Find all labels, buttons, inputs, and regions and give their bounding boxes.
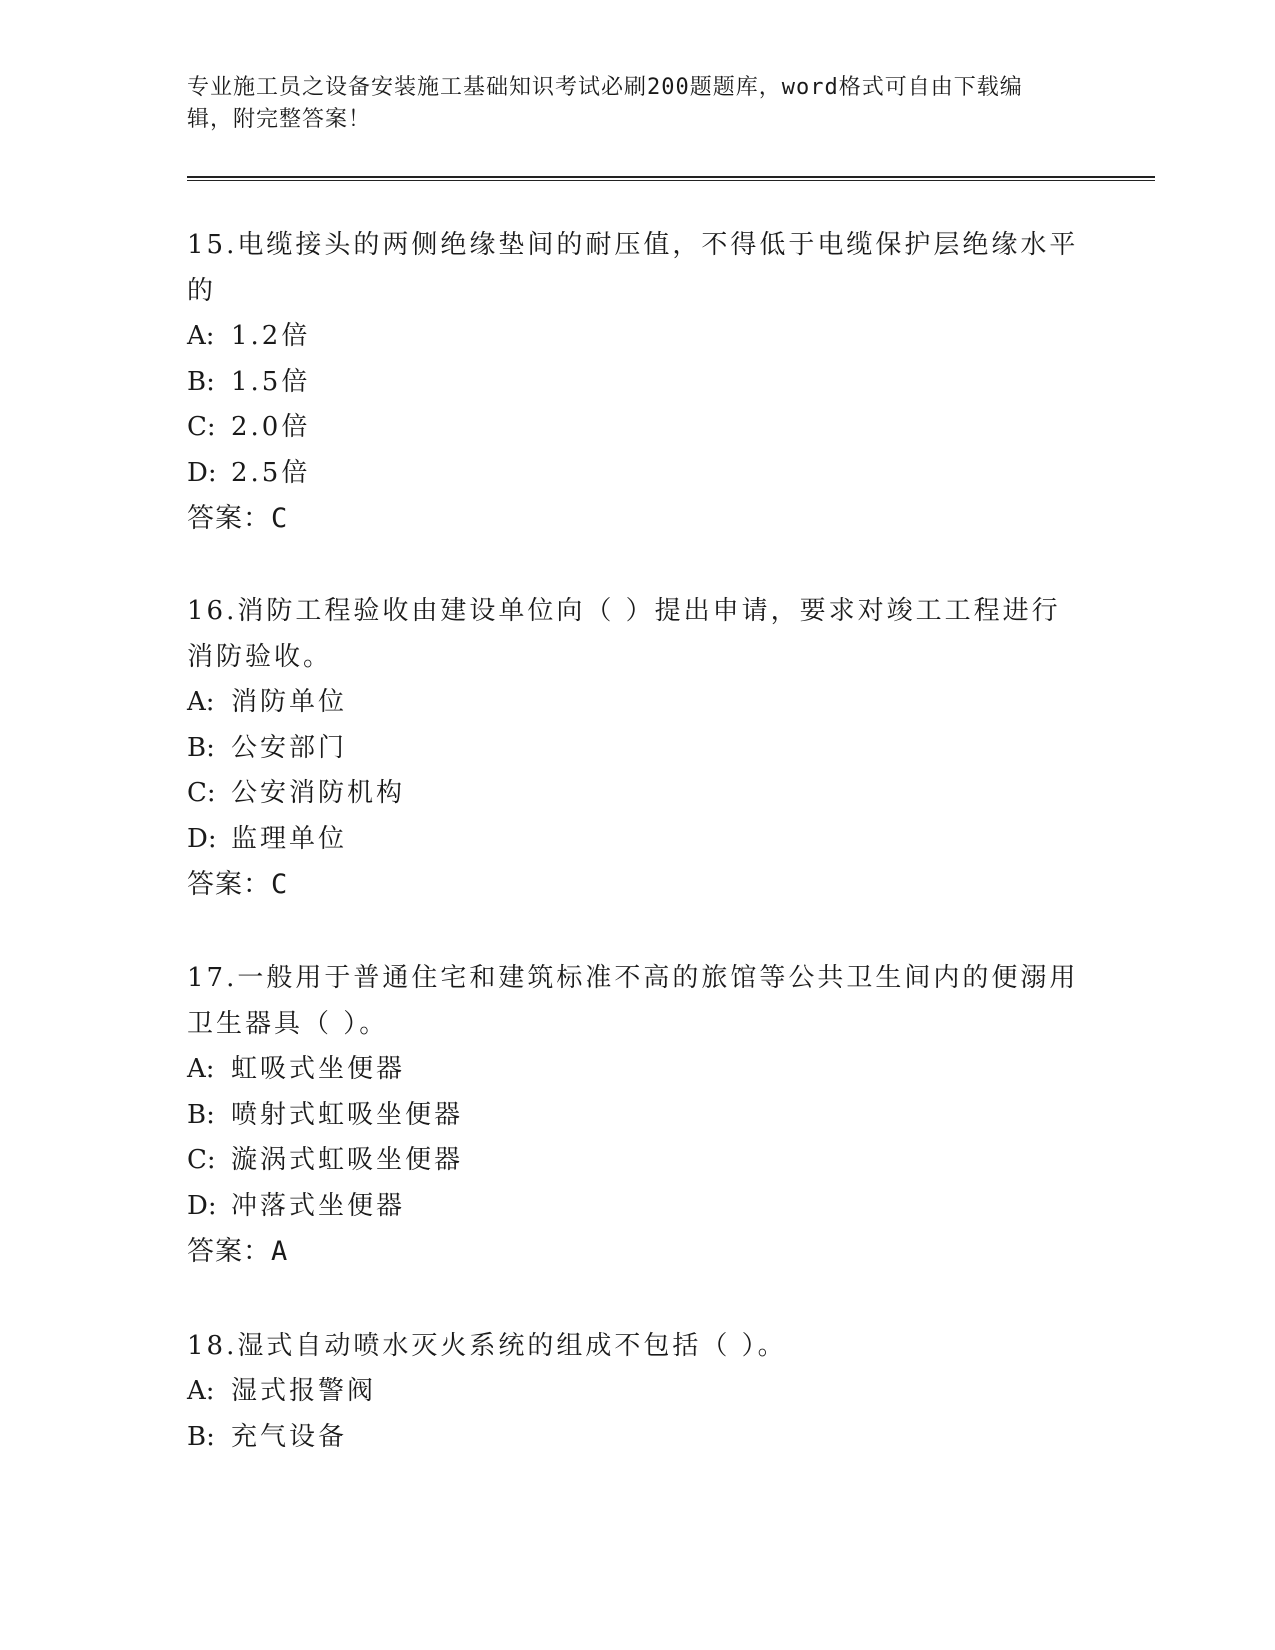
question-16 bbox=[187, 588, 1087, 908]
option-text: 冲落式坐便器 bbox=[231, 1190, 406, 1221]
question-stem: 15.电缆接头的两侧绝缘垫间的耐压值，不得低于电缆保护层绝缘水平的 bbox=[187, 230, 1079, 306]
question-stem: 18.湿式自动喷水灭火系统的组成不包括（ ）。 bbox=[187, 1331, 787, 1361]
answer-line: 答案：C bbox=[187, 503, 289, 534]
option-c bbox=[187, 1138, 1087, 1184]
option-text: 喷射式虹吸坐便器 bbox=[231, 1099, 464, 1130]
document-header: 专业施工员之设备安装施工基础知识考试必刷200题题库，word格式可自由下载编辑，附完整答案！ bbox=[187, 75, 1023, 132]
question-18 bbox=[187, 1323, 1087, 1460]
option-letter: C: bbox=[187, 778, 216, 808]
option-c bbox=[187, 771, 1087, 817]
option-text: 充气设备 bbox=[231, 1421, 348, 1452]
option-letter: A: bbox=[187, 1054, 215, 1084]
option-b bbox=[187, 1093, 1087, 1139]
question-stem: 17.一般用于普通住宅和建筑标准不高的旅馆等公共卫生间内的便溺用卫生器具（ ）。 bbox=[187, 963, 1079, 1039]
header-divider bbox=[187, 176, 1155, 181]
option-letter: B: bbox=[187, 1099, 215, 1130]
answer-line: 答案：A bbox=[187, 1236, 289, 1267]
option-d bbox=[187, 817, 1087, 863]
option-text: 1.2倍 bbox=[231, 321, 311, 351]
option-b bbox=[187, 1415, 1087, 1461]
question-15 bbox=[187, 222, 1087, 542]
option-a bbox=[187, 1047, 1087, 1093]
question-17 bbox=[187, 955, 1087, 1275]
option-text: 1.5倍 bbox=[231, 366, 311, 397]
option-text: 漩涡式虹吸坐便器 bbox=[231, 1145, 464, 1175]
option-b bbox=[187, 360, 1087, 406]
option-text: 湿式报警阀 bbox=[231, 1376, 377, 1406]
option-text: 2.5倍 bbox=[231, 457, 311, 488]
option-letter: A: bbox=[187, 1376, 215, 1406]
option-text: 消防单位 bbox=[231, 687, 348, 717]
option-letter: D: bbox=[187, 457, 217, 488]
option-a bbox=[187, 1369, 1087, 1415]
option-c bbox=[187, 405, 1087, 451]
option-text: 监理单位 bbox=[231, 823, 348, 854]
question-stem: 16.消防工程验收由建设单位向（ ）提出申请，要求对竣工工程进行消防验收。 bbox=[187, 596, 1061, 672]
option-letter: C: bbox=[187, 1145, 216, 1175]
option-letter: B: bbox=[187, 732, 215, 763]
option-b bbox=[187, 726, 1087, 772]
answer-line: 答案：C bbox=[187, 869, 289, 900]
option-letter: B: bbox=[187, 366, 215, 397]
option-letter: A: bbox=[187, 321, 215, 351]
option-a bbox=[187, 314, 1087, 360]
option-a bbox=[187, 680, 1087, 726]
option-letter: D: bbox=[187, 823, 217, 854]
option-letter: C: bbox=[187, 412, 216, 442]
option-d bbox=[187, 1184, 1087, 1230]
option-d bbox=[187, 451, 1087, 497]
option-text: 2.0倍 bbox=[231, 412, 311, 442]
option-letter: B: bbox=[187, 1421, 215, 1452]
option-text: 虹吸式坐便器 bbox=[231, 1054, 406, 1084]
option-text: 公安消防机构 bbox=[231, 778, 406, 808]
option-letter: A: bbox=[187, 687, 215, 717]
option-letter: D: bbox=[187, 1190, 217, 1221]
option-text: 公安部门 bbox=[231, 732, 348, 763]
